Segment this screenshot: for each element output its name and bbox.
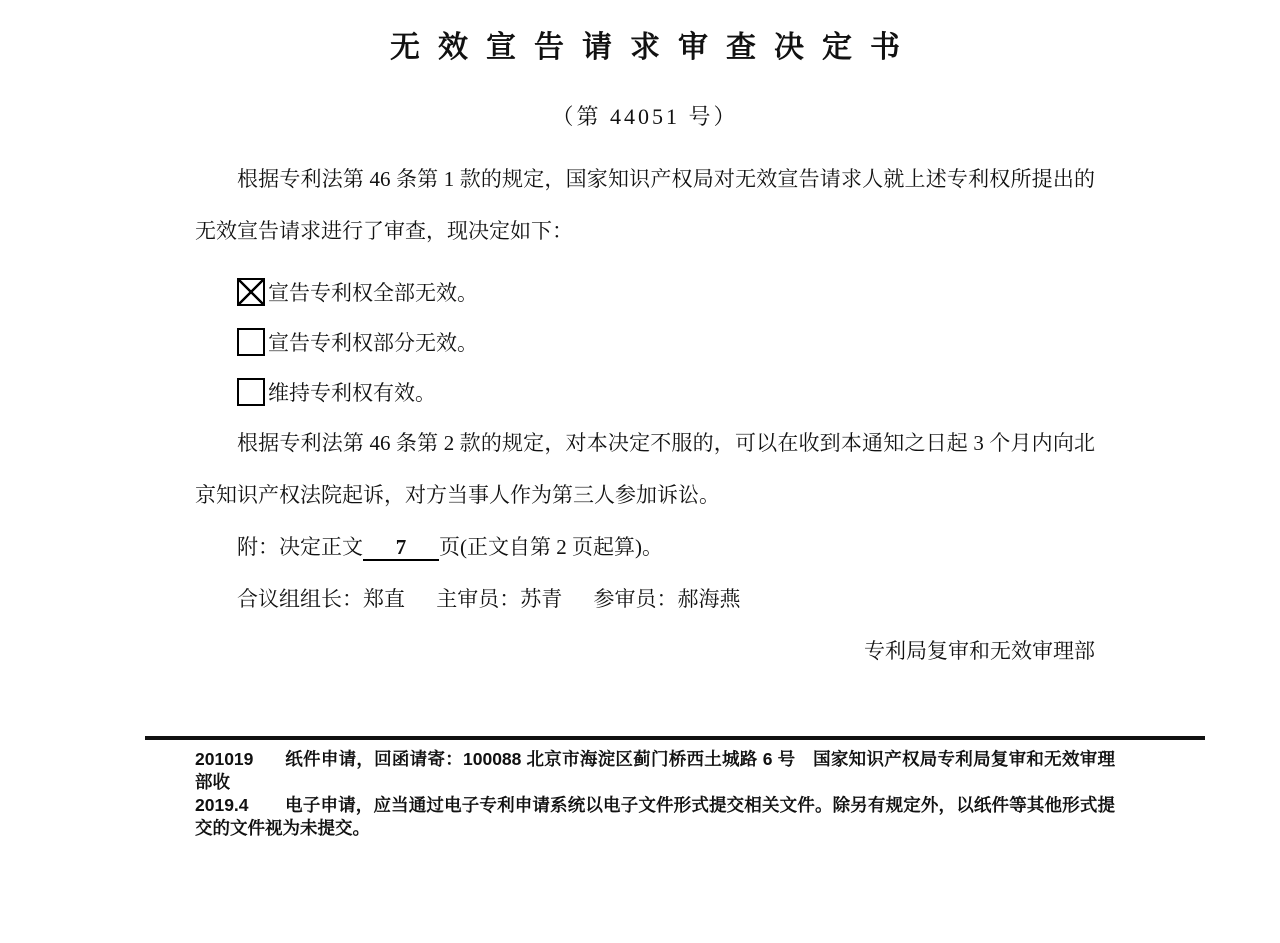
checkbox-checked-icon [237,278,265,306]
panel-secondary-label: 参审员： [593,587,678,611]
paragraph-appeal-rights: 根据专利法第 46 条第 2 款的规定，对本决定不服的，可以在收到本通知之日起 3 个月内向北京知识产权法院起诉，对方当事人作为第三人参加诉讼。 [195,431,1095,507]
decision-option-full-invalidation [237,267,1095,317]
attachment-prefix: 附：决定正文 [237,535,363,559]
attachment-line [195,521,1095,573]
decision-option-partial-invalidation [237,317,1095,367]
issuing-department: 专利局复审和无效审理部 [864,639,1095,663]
checkbox-unchecked-icon [237,328,265,356]
footer-note-electronic-filing [195,794,1115,840]
panel-primary-name: 苏青 [520,587,563,611]
footer-notes [195,748,1115,840]
panel-members-line [195,573,1095,625]
footer-note-text: 纸件申请，回函请寄：100088 北京市海淀区蓟门桥西土城路 6 号 国家知识产权局专利局复审和无效审理部收 [195,749,1115,792]
paragraph-decision-basis: 根据专利法第 46 条第 1 款的规定，国家知识产权局对无效宣告请求人就上述专利权所提出的无效宣告请求进行了审查，现决定如下： [195,167,1095,243]
decision-option-maintain-validity [237,367,1095,417]
decision-options [237,267,1095,417]
page-footer [145,736,1205,840]
attachment-suffix: 页(正文自第 2 页起算)。 [439,535,663,559]
panel-primary-label: 主审员： [436,587,521,611]
decision-option-label: 宣告专利权全部无效。 [268,281,478,305]
document-number: （第 44051 号） [551,104,739,129]
panel-chief-name: 郑直 [363,587,405,611]
footer-note-code: 2019.4 [195,795,249,815]
panel-primary-examiner [436,587,562,611]
panel-chief [237,587,405,611]
footer-divider [145,736,1205,740]
document-title: 无效宣告请求审查决定书 [390,31,918,64]
document-content [195,0,1095,677]
panel-chief-label: 合议组组长： [237,587,363,611]
panel-secondary-examiner [594,587,741,611]
footer-note-text: 电子申请，应当通过电子专利申请系统以电子文件形式提交相关文件。除另有规定外，以纸件等其他形式提交的文件视为未提交。 [195,795,1115,838]
attachment-page-count: 7 [363,535,439,561]
decision-option-label: 维持专利权有效。 [268,381,436,405]
footer-note-paper-filing [195,748,1115,794]
panel-secondary-name: 郝海燕 [677,587,741,611]
footer-note-code: 201019 [195,749,254,769]
checkbox-unchecked-icon [237,378,265,406]
decision-option-label: 宣告专利权部分无效。 [268,331,478,355]
